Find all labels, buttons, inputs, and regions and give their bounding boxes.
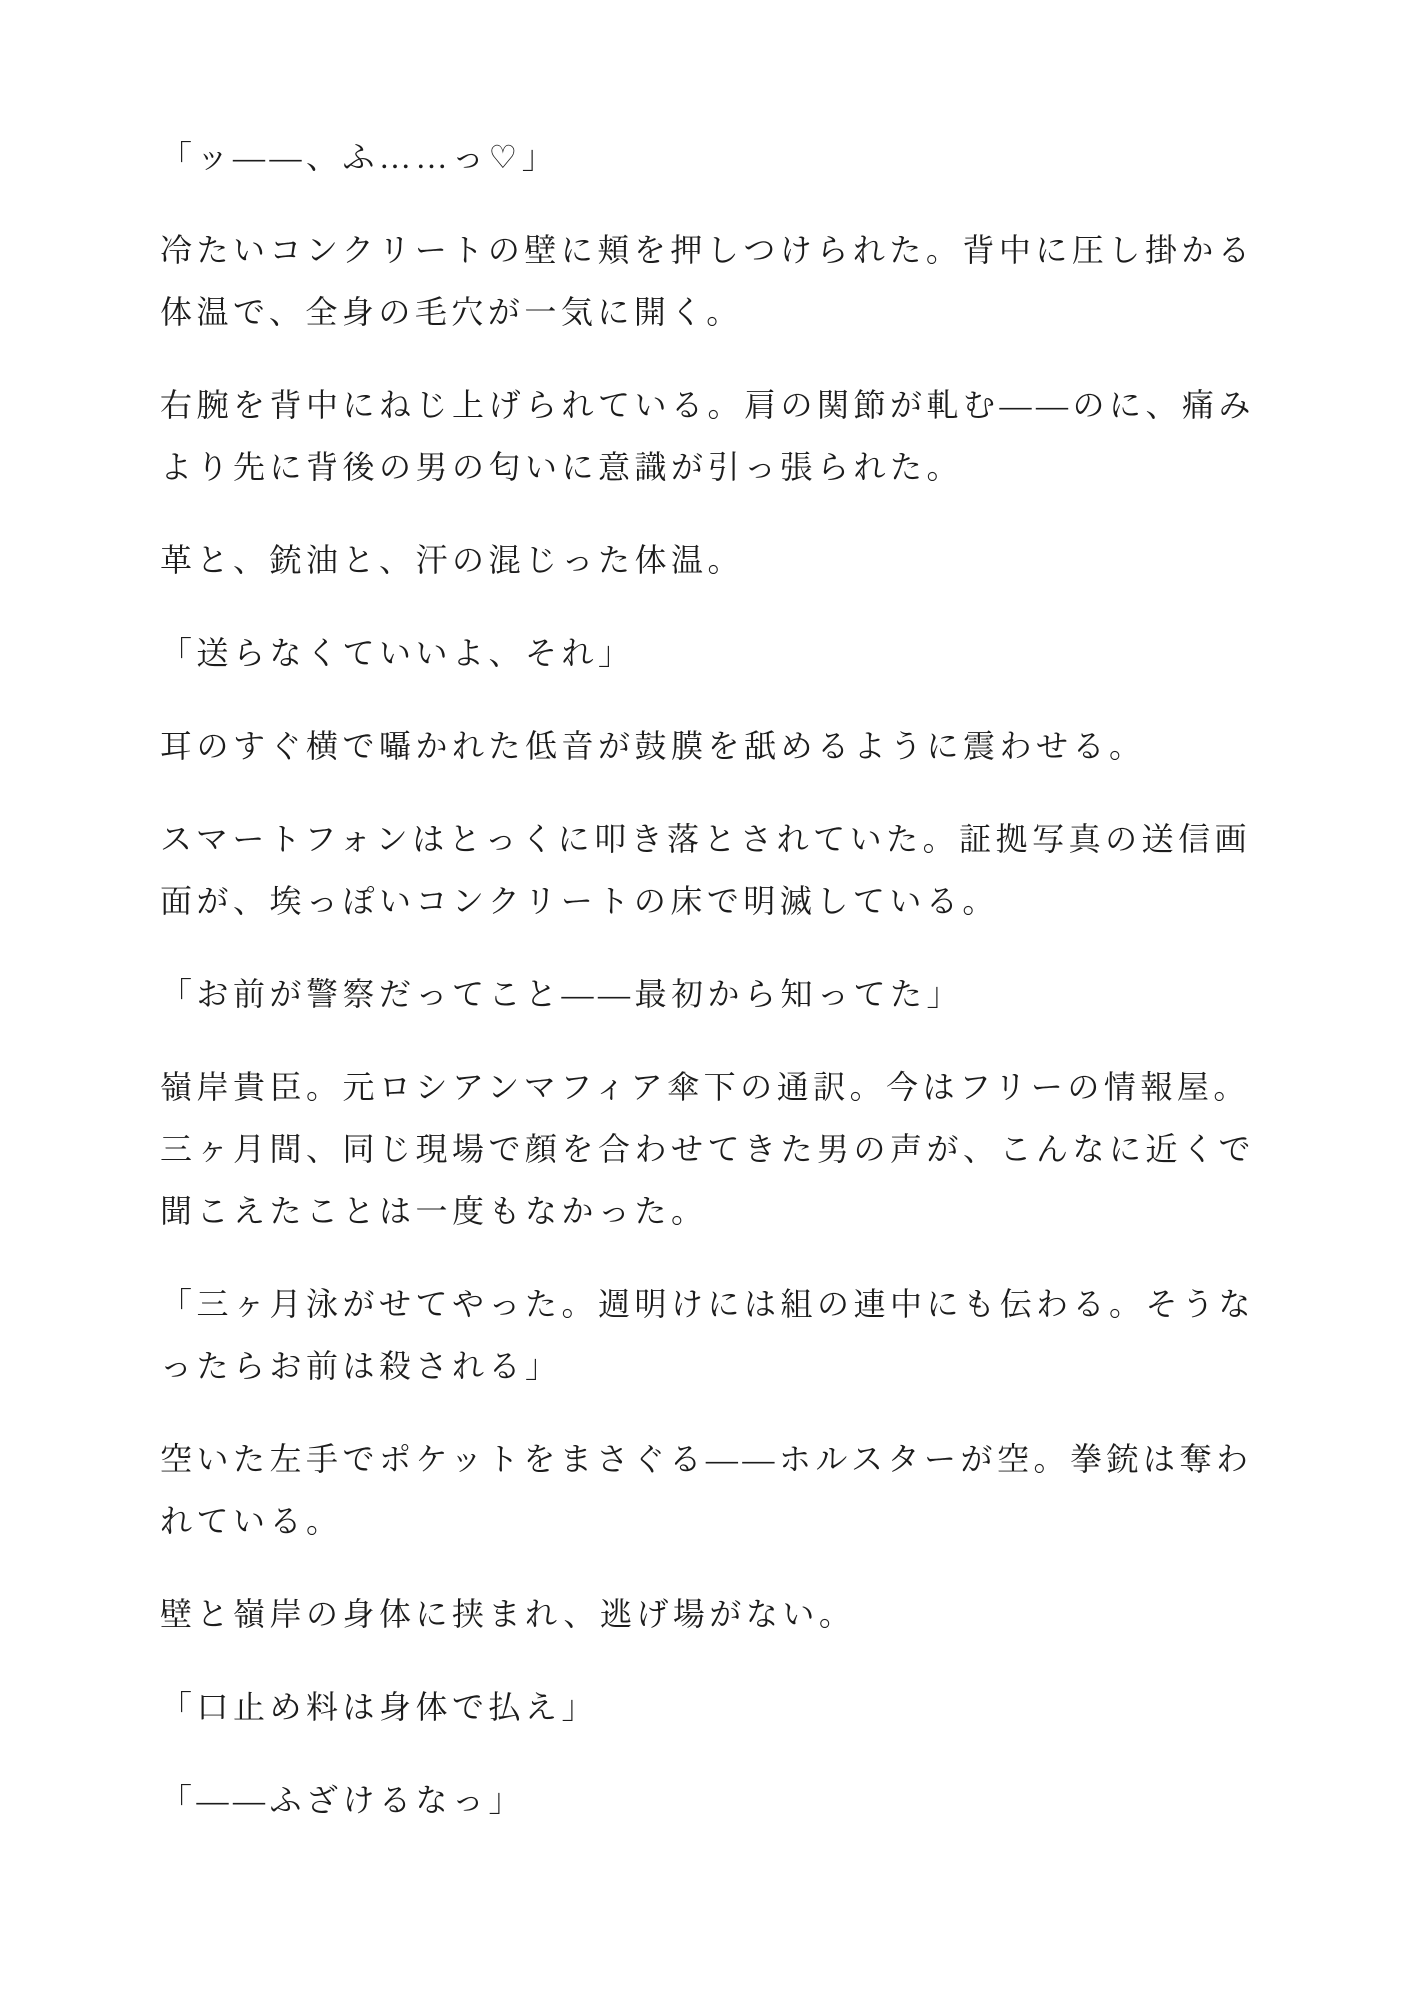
paragraph	[160, 374, 1268, 498]
text-line: 冷たいコンクリートの壁に頬を押しつけられた。背中に圧し掛かる	[160, 232, 1255, 268]
paragraph	[160, 1583, 1268, 1645]
text-line: より先に背後の男の匂いに意識が引っ張られた。	[160, 449, 964, 485]
paragraph	[160, 622, 1268, 684]
text-line: 革と、銃油と、汗の混じった体温。	[160, 542, 745, 578]
paragraph	[160, 715, 1268, 777]
paragraph	[160, 1769, 1268, 1831]
text-line: スマートフォンはとっくに叩き落とされていた。証拠写真の送信画	[160, 821, 1252, 857]
paragraph	[160, 126, 1268, 188]
paragraph-container	[160, 126, 1268, 1831]
text-line: 耳のすぐ横で囁かれた低音が鼓膜を舐めるように震わせる。	[160, 728, 1146, 764]
text-line: 「——ふざけるなっ」	[160, 1782, 526, 1818]
text-line: 聞こえたことは一度もなかった。	[160, 1193, 708, 1229]
text-line: 嶺岸貴臣。元ロシアンマフィア傘下の通訳。今はフリーの情報屋。	[160, 1069, 1250, 1105]
text-line: 「お前が警察だってこと——最初から知ってた」	[160, 976, 964, 1012]
text-line: 体温で、全身の毛穴が一気に開く。	[160, 294, 743, 330]
paragraph	[160, 1428, 1268, 1552]
text-line: 「三ヶ月泳がせてやった。週明けには組の連中にも伝わる。そうな	[160, 1286, 1256, 1322]
paragraph	[160, 1056, 1268, 1242]
text-line: 空いた左手でポケットをまさぐる——ホルスターが空。拳銃は奪わ	[160, 1441, 1253, 1477]
prose-text-body	[160, 126, 1268, 1862]
text-line: 「ッ——、ふ……っ♡」	[160, 139, 559, 175]
text-line: 「送らなくていいよ、それ」	[160, 635, 635, 671]
text-line: 面が、埃っぽいコンクリートの床で明滅している。	[160, 883, 999, 919]
text-line: 右腕を背中にねじ上げられている。肩の関節が軋む——のに、痛み	[160, 387, 1256, 423]
paragraph	[160, 219, 1268, 343]
paragraph	[160, 529, 1268, 591]
paragraph	[160, 1273, 1268, 1397]
text-line: れている。	[160, 1503, 343, 1539]
text-line: 三ヶ月間、同じ現場で顔を合わせてきた男の声が、こんなに近くで	[160, 1131, 1256, 1167]
text-line: ったらお前は殺される」	[160, 1348, 562, 1384]
text-line: 壁と嶺岸の身体に挟まれ、逃げ場がない。	[160, 1596, 856, 1632]
paragraph	[160, 963, 1268, 1025]
paragraph	[160, 808, 1268, 932]
text-line: 「口止め料は身体で払え」	[160, 1689, 599, 1725]
paragraph	[160, 1676, 1268, 1738]
